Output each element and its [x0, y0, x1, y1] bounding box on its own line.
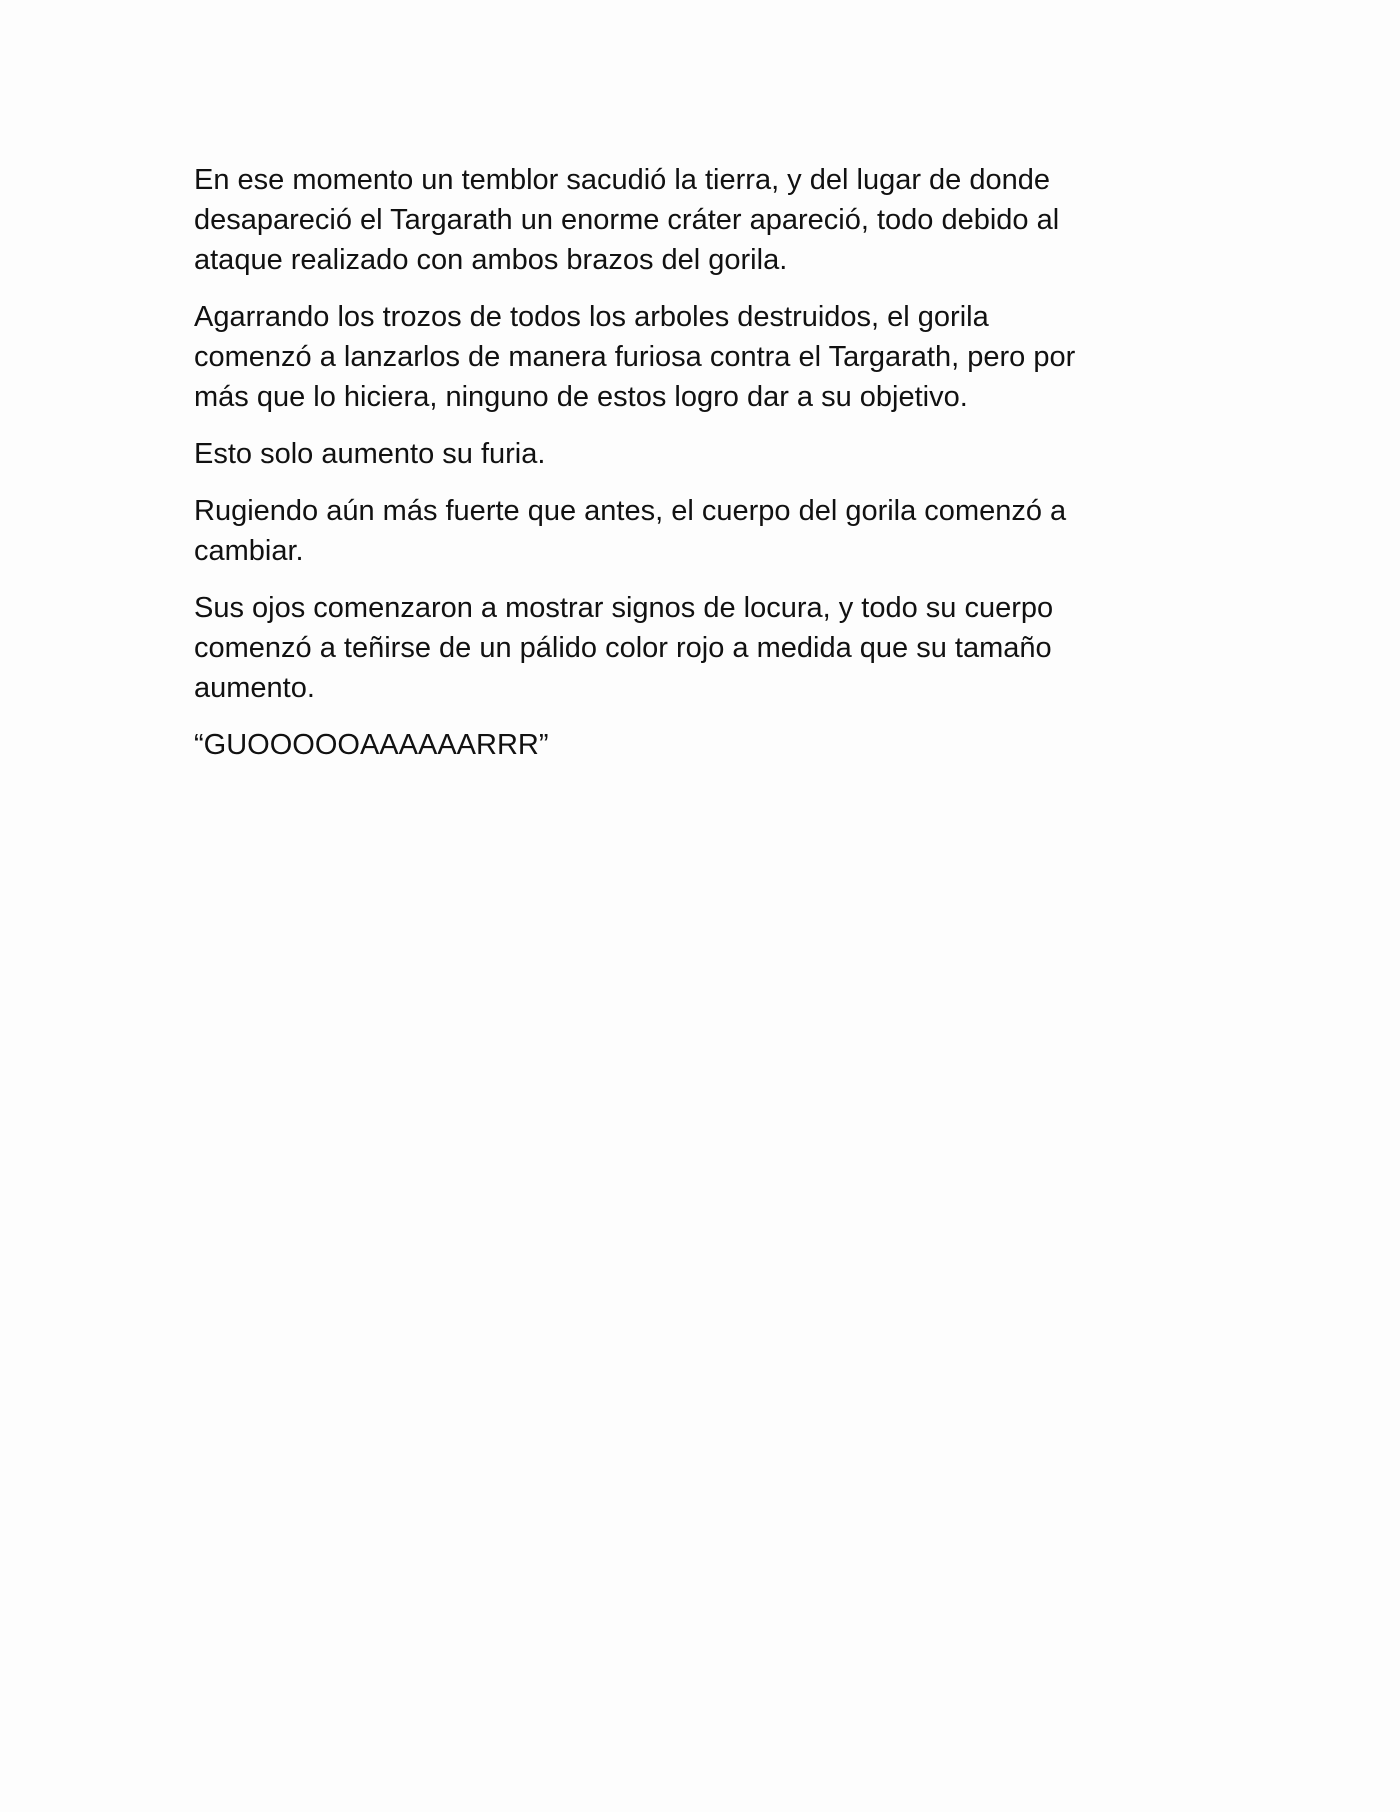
text-line: más que lo hiciera, ninguno de estos logro dar a su objetivo.	[194, 381, 968, 413]
body-text	[194, 160, 1194, 782]
text-line: En ese momento un temblor sacudió la tierra, y del lugar de donde	[194, 164, 1050, 196]
text-line: ataque realizado con ambos brazos del gorila.	[194, 244, 788, 276]
paragraph-3	[194, 434, 1194, 474]
text-line: comenzó a lanzarlos de manera furiosa contra el Targarath, pero por	[194, 341, 1076, 373]
text-line: Sus ojos comenzaron a mostrar signos de locura, y todo su cuerpo	[194, 592, 1054, 624]
paragraph-6	[194, 725, 1194, 765]
paragraph-2	[194, 297, 1194, 417]
text-line: “GUOOOOOAAAAAARRR”	[194, 729, 549, 761]
paragraph-5	[194, 588, 1194, 708]
text-line: Agarrando los trozos de todos los arboles destruidos, el gorila	[194, 301, 989, 333]
text-line: Esto solo aumento su furia.	[194, 438, 546, 470]
text-line: Rugiendo aún más fuerte que antes, el cuerpo del gorila comenzó a	[194, 495, 1067, 527]
text-line: desapareció el Targarath un enorme cráter apareció, todo debido al	[194, 204, 1060, 236]
text-line: cambiar.	[194, 535, 304, 567]
paragraph-1	[194, 160, 1194, 280]
text-line: aumento.	[194, 672, 315, 704]
text-line: comenzó a teñirse de un pálido color rojo a medida que su tamaño	[194, 632, 1052, 664]
paragraph-4	[194, 491, 1194, 571]
